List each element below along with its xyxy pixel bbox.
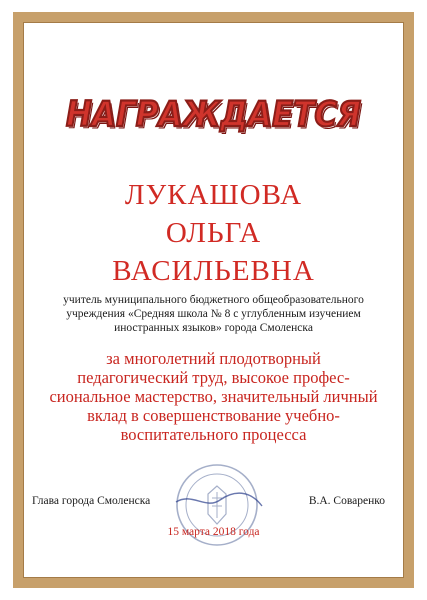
reason-line: за многолетний плодотворный [106, 349, 321, 368]
reason-line: педагогический труд, высокое профес- [77, 368, 350, 387]
position-line: учреждения «Средняя школа № 8 с углубленным изучением [66, 308, 361, 320]
position-line: иностранных языков» города Смоленска [114, 322, 313, 334]
award-heading: НАГРАЖДАЕТСЯ [66, 94, 361, 136]
signatory-name: В.А. Соваренко [308, 495, 385, 507]
award-date: 15 марта 2018 года [167, 526, 260, 538]
reason-line: вклад в совершенствование учебно- [87, 406, 340, 425]
recipient-first-name: ОЛЬГА [165, 217, 262, 249]
position-line: учитель муниципального бюджетного общеобразовательного [63, 294, 364, 306]
recipient-patronymic: ВАСИЛЬЕВНА [112, 255, 315, 287]
recipient-position [60, 293, 367, 335]
signatory-title: Глава города Смоленска [32, 495, 151, 507]
reason-line: сиональное мастерство, значительный личный [49, 387, 378, 406]
award-reason [40, 349, 387, 444]
reason-line: воспитательного процесса [120, 425, 307, 444]
recipient-surname: ЛУКАШОВА [124, 179, 303, 211]
